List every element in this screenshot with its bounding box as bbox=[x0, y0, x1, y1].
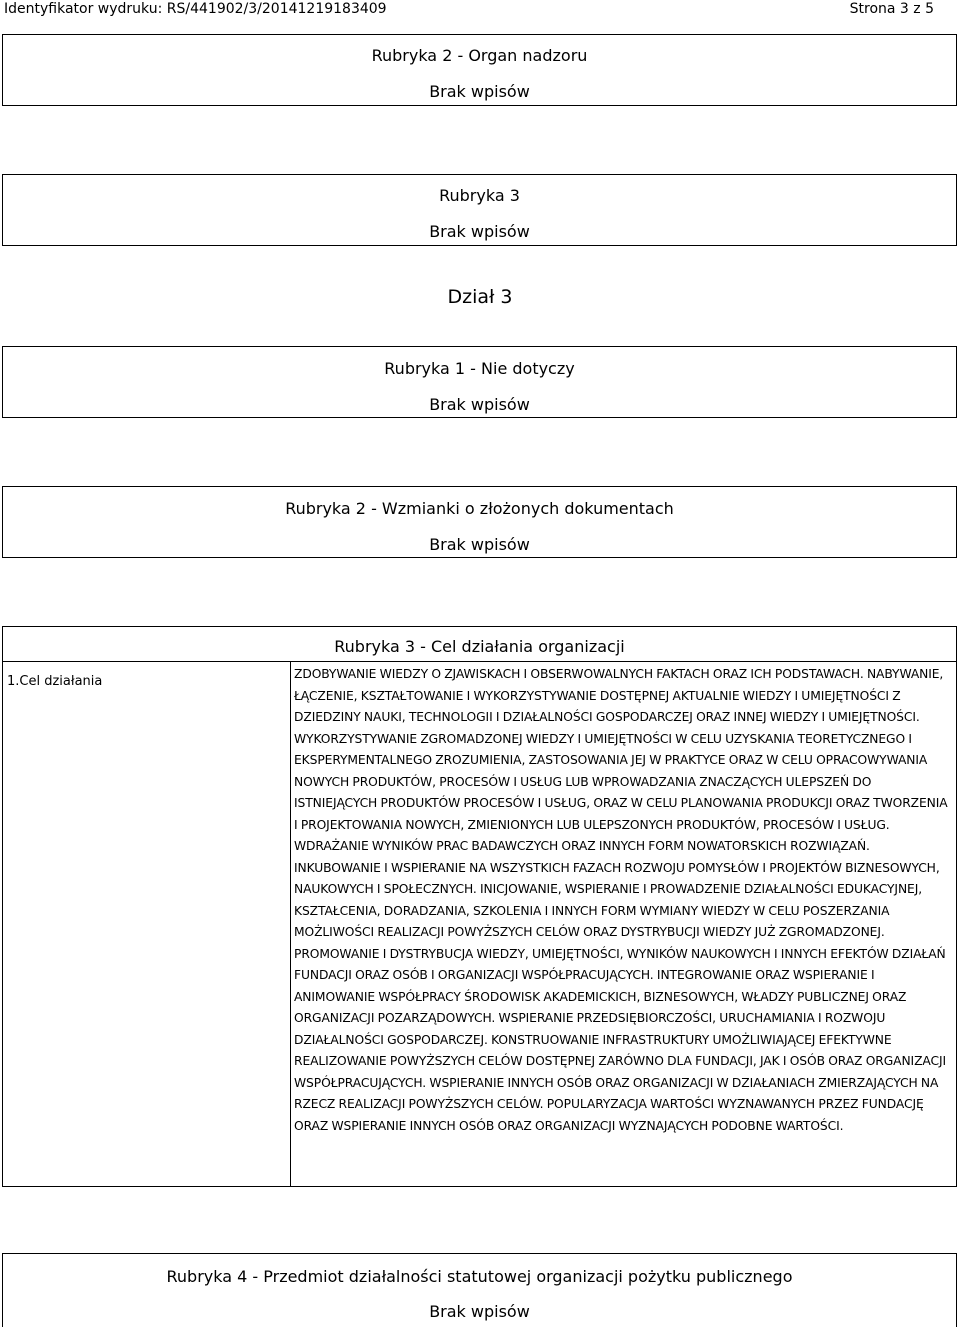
rubryka1-title: Rubryka 1 - Nie dotyczy bbox=[384, 359, 575, 378]
page-number: Strona 3 z 5 bbox=[849, 1, 934, 17]
rubryka3-cel-title: Rubryka 3 - Cel działania organizacji bbox=[334, 637, 625, 656]
rubryka4-title: Rubryka 4 - Przedmiot działalności statutowej organizacji pożytku publicznego bbox=[166, 1267, 793, 1286]
rubryka2-organ-box bbox=[2, 34, 957, 106]
print-identifier: Identyfikator wydruku: RS/441902/3/20141219183409 bbox=[4, 1, 387, 17]
rubryka3-value: Brak wpisów bbox=[429, 222, 530, 241]
rubryka3-box bbox=[2, 174, 957, 246]
rubryka3-title: Rubryka 3 bbox=[439, 186, 520, 205]
rubryka2-organ-value: Brak wpisów bbox=[429, 82, 530, 101]
rubryka2-wzmianki-value: Brak wpisów bbox=[429, 535, 530, 554]
rubryka2-organ-title: Rubryka 2 - Organ nadzoru bbox=[371, 46, 588, 65]
cel-label: 1.Cel działania bbox=[3, 661, 291, 1186]
rubryka3-cel-table bbox=[2, 626, 957, 1187]
rubryka2-wzmianki-box bbox=[2, 486, 957, 558]
rubryka4-box bbox=[2, 1253, 957, 1327]
rubryka1-box bbox=[2, 346, 957, 418]
rubryka2-wzmianki-title: Rubryka 2 - Wzmianki o złożonych dokumentach bbox=[285, 499, 674, 518]
dzial3-title: Dział 3 bbox=[447, 286, 513, 308]
rubryka1-value: Brak wpisów bbox=[429, 395, 530, 414]
cel-text: ZDOBYWANIE WIEDZY O ZJAWISKACH I OBSERWOWALNYCH FAKTACH ORAZ ICH PODSTAWACH. NABYWANIE, ŁĄCZENIE, KSZTAŁTOWANIE I WYKORZYSTYWANIE DOSTĘPNEJ AKTUALNIE WIEDZY I UMIEJĘTNOŚCI Z DZIEDZINY NAUKI, TECHNOLOGII I DZIAŁALNOŚCI GOSPODARCZEJ ORAZ INNEJ WIEDZY I UMIEJĘTNOŚCI. WYKORZYSTYWANIE ZGROMADZONEJ WIEDZY I UMIEJĘTNOŚCI W CELU UZYSKANIA TEORETYCZNEGO I EKSPERYMENTALNEGO ZROZUMIENIA, ZASTOSOWANIA JEJ W PRAKTYCE ORAZ W CELU OPRACOWYWANIA NOWYCH PRODUKTÓW, PROCESÓW I USŁUG LUB WPROWADZANIA ZNACZĄCYCH ULEPSZEŃ DO ISTNIEJĄCYCH PRODUKTÓW PROCESÓW I USŁUG, ORAZ W CELU PLANOWANIA PRODUKCJI ORAZ TWORZENIA I PROJEKTOWANIA NOWYCH, ZMIENIONYCH LUB ULEPSZONYCH PRODUKTÓW, PROCESÓW I USŁUG. WDRAŻANIE WYNIKÓW PRAC BADAWCZYCH ORAZ INNYCH FORM NOWATORSKICH ROZWIĄZAŃ. INKUBOWANIE I WSPIERANIE NA WSZYSTKICH FAZACH ROZWOJU POMYSŁÓW I PROJEKTÓW BIZNESOWYCH, NAUKOWYCH I SPOŁECZNYCH. INICJOWANIE, WSPIERANIE I PROWADZENIE DZIAŁALNOŚCI EDUKACYJNEJ, KSZTAŁCENIA, DORADZANIA, SZKOLENIA I INNYCH FORM WYMIANY WIEDZY W CELU POSZERZANIA MOŻLIWOŚCI REALIZACJI POWYŻSZYCH CELÓW ORAZ DYSTRYBUCJI WIEDZY JUŻ ZGROMADZONEJ. PROMOWANIE I DYSTRYBUCJA WIEDZY, UMIEJĘTNOŚCI, WYNIKÓW NAUKOWYCH I INNYCH EFEKTÓW DZIAŁAŃ FUNDACJI ORAZ OSÓB I ORGANIZACJI WSPÓŁPRACUJĄCYCH. INTEGROWANIE ORAZ WSPIERANIE I ANIMOWANIE WSPÓŁPRACY ŚRODOWISK AKADEMICKICH, BIZNESOWYCH, WŁADZY PUBLICZNEJ ORAZ ORGANIZACJI POZARZĄDOWYCH. WSPIERANIE PRZEDSIĘBIORCZOŚCI, URUCHAMIANIA I ROZWOJU DZIAŁALNOŚCI GOSPODARCZEJ. KONSTRUOWANIE INFRASTRUKTURY UMOŻLIWIAJĄCEJ EFEKTYWNE REALIZOWANIE POWYŻSZYCH CELÓW DOSTĘPNEJ ZARÓWNO DLA FUNDACJI, JAK I OSÓB ORAZ ORGANIZACJI WSPÓŁPRACUJĄCYCH. WSPIERANIE INNYCH OSÓB ORAZ ORGANIZACJI W DZIAŁANIACH ZMIERZAJĄCYCH NA RZECZ REALIZACJI POWYŻSZYCH CELÓW. POPULARYZACJA WARTOŚCI WYZNAWANYCH PRZEZ FUNDACJĘ ORAZ WSPIERANIE INNYCH OSÓB ORAZ ORGANIZACJI WYZNAJĄCYCH PODOBNE WARTOŚCI. bbox=[291, 661, 956, 1186]
rubryka4-value: Brak wpisów bbox=[429, 1302, 530, 1321]
print-header bbox=[0, 0, 960, 18]
